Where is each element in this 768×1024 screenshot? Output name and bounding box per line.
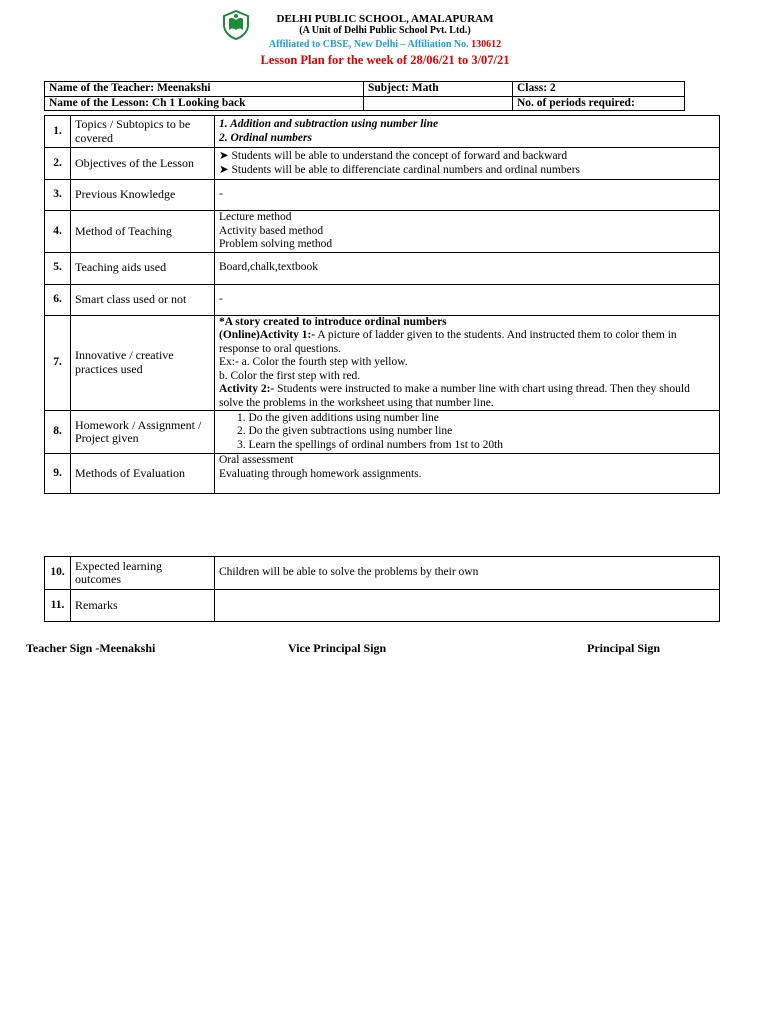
subject-blank [364, 96, 513, 111]
table-row [45, 180, 720, 211]
row-content [215, 315, 720, 411]
row-number: 10. [45, 557, 71, 590]
row-label: Remarks [71, 590, 215, 622]
lesson-plan-title: Lesson Plan for the week of 28/06/21 to 3/07/21 [260, 53, 510, 67]
table-row [45, 116, 720, 148]
method-item: Problem solving method [219, 238, 333, 250]
activity-1-text: A picture of ladder given to the students. And instructed them to color them in response to oral questions. [219, 329, 677, 355]
outcomes-table [44, 556, 720, 622]
example-b: b. Color the first step with red. [219, 369, 361, 382]
row-content: - [215, 180, 720, 211]
row-content [215, 211, 720, 253]
affiliation-number: 130612 [471, 39, 502, 50]
row-label: Methods of Evaluation [71, 454, 215, 494]
row-content: - [215, 284, 720, 315]
activity-1-label: (Online)Activity 1:- [219, 329, 316, 341]
story-note: *A story created to introduce ordinal numbers [219, 315, 447, 328]
table-row [45, 411, 720, 454]
teacher-name: Name of the Teacher: Meenakshi [45, 82, 364, 97]
homework-item: 3. Learn the spellings of ordinal numbers from 1st to 20th [237, 438, 504, 451]
principal-signature: Principal Sign [587, 641, 661, 655]
row-content [215, 590, 720, 622]
row-content [215, 411, 720, 454]
affiliation-text: Affiliated to CBSE, New Delhi – Affiliation No. [268, 39, 469, 50]
homework-list [219, 412, 715, 453]
objective-item: ➤ Students will be able to differenciate cardinal numbers and ordinal numbers [219, 163, 581, 176]
table-row [45, 252, 720, 284]
row-label: Smart class used or not [71, 284, 215, 315]
homework-item: 2. Do the given subtractions using number line [237, 425, 453, 438]
row-label: Teaching aids used [71, 252, 215, 284]
row-content [215, 116, 720, 148]
row-label: Homework / Assignment / Project given [71, 411, 215, 454]
topic-item: 2. Ordinal numbers [219, 131, 312, 144]
row-number: 5. [45, 252, 71, 284]
row-content [215, 454, 720, 494]
row-number: 4. [45, 211, 71, 253]
row-number: 9. [45, 454, 71, 494]
row-label: Previous Knowledge [71, 180, 215, 211]
table-row [45, 454, 720, 494]
row-number: 8. [45, 411, 71, 454]
affiliation-line [200, 39, 570, 50]
school-name: DELHI PUBLIC SCHOOL, AMALAPURAM [276, 13, 494, 25]
row-content: Children will be able to solve the problems by their own [215, 557, 720, 590]
table-row [45, 590, 720, 622]
row-number: 2. [45, 148, 71, 180]
table-row [45, 557, 720, 590]
info-table [44, 81, 685, 111]
method-item: Activity based method [219, 224, 324, 237]
row-number: 3. [45, 180, 71, 211]
activity-2-label: Activity 2:- [219, 383, 275, 395]
lesson-name: Name of the Lesson: Ch 1 Looking back [45, 96, 364, 111]
vice-principal-signature: Vice Principal Sign [288, 641, 387, 655]
activity-2-text: Students were instructed to make a number line with chart using thread. Then they should solve the problems in the worksheet using that number line. [219, 383, 690, 409]
example-a: Ex:- a. Color the fourth step with yellow. [219, 356, 408, 368]
school-unit: (A Unit of Delhi Public School Pvt. Ltd.) [299, 25, 471, 36]
row-label: Expected learning outcomes [71, 557, 215, 590]
evaluation-item: Oral assessment [219, 454, 294, 466]
objective-item: ➤ Students will be able to understand the concept of forward and backward [219, 150, 568, 162]
periods-required: No. of periods required: [513, 96, 685, 111]
row-number: 11. [45, 590, 71, 622]
lesson-plan-table [44, 115, 720, 494]
evaluation-item: Evaluating through homework assignments. [219, 467, 422, 480]
table-row [45, 211, 720, 253]
subject: Subject: Math [364, 82, 513, 97]
teacher-signature: Teacher Sign -Meenakshi [26, 641, 156, 655]
row-number: 7. [45, 315, 71, 411]
topic-item: 1. Addition and subtraction using number line [219, 118, 439, 130]
row-label: Method of Teaching [71, 211, 215, 253]
row-content [215, 148, 720, 180]
row-label: Objectives of the Lesson [71, 148, 215, 180]
class: Class: 2 [513, 82, 685, 97]
table-row [45, 315, 720, 411]
table-row [45, 148, 720, 180]
row-number: 1. [45, 116, 71, 148]
activity-1 [219, 329, 715, 356]
method-item: Lecture method [219, 211, 292, 223]
row-label: Topics / Subtopics to be covered [71, 116, 215, 148]
table-row [45, 284, 720, 315]
homework-item: 1. Do the given additions using number line [237, 411, 439, 424]
activity-2 [219, 383, 715, 410]
row-content: Board,chalk,textbook [215, 252, 720, 284]
row-label: Innovative / creative practices used [71, 315, 215, 411]
row-number: 6. [45, 284, 71, 315]
